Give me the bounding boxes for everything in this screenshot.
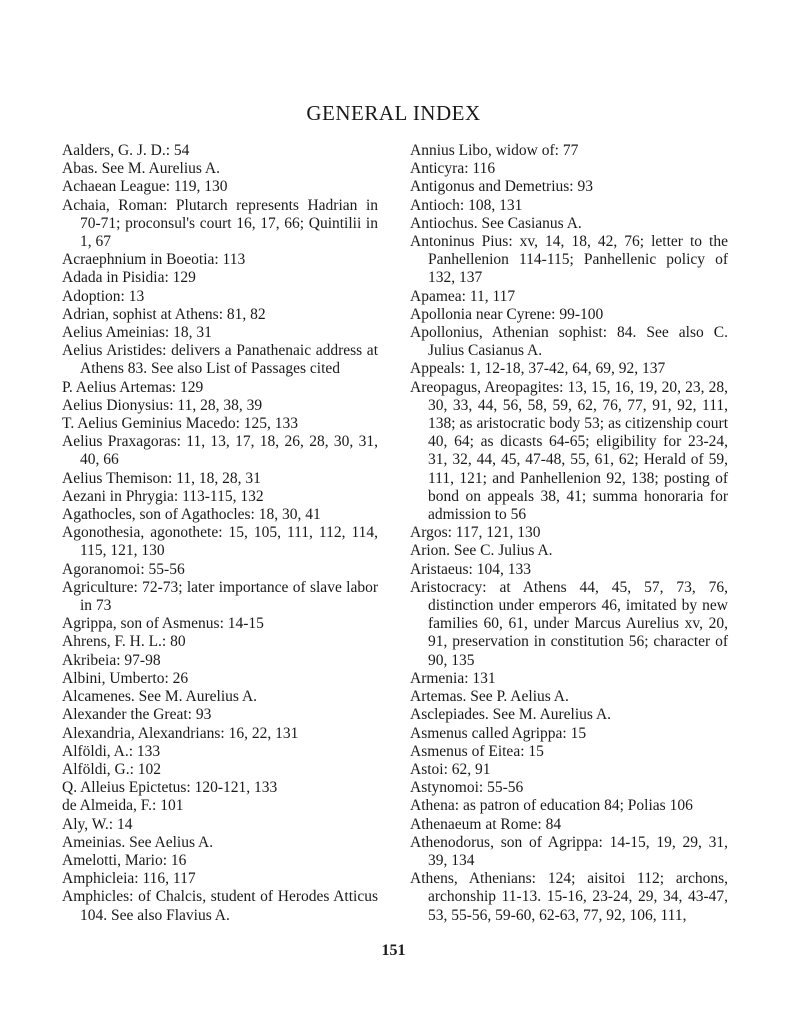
index-entry: Apollonia near Cyrene: 99-100: [410, 305, 604, 323]
index-entry: Asclepiades. See M. Aurelius A.: [410, 706, 612, 724]
index-entry: Aristocracy: at Athens 44, 45, 57, 73, 76, distinction under emperors 46, imitated by new families 60, 61, under Marcus Aurelius xv, 20, 91, preservation in constitution 56; character of 90, 135: [410, 578, 728, 669]
index-entry: Ahrens, F. H. L.: 80: [62, 633, 186, 651]
index-entry: Achaean League: 119, 130: [62, 178, 228, 196]
index-entry: Agoranomoi: 55-56: [62, 560, 185, 578]
index-entry: Athenaeum at Rome: 84: [410, 815, 562, 833]
index-entry: Apollonius, Athenian sophist: 84. See also C. Julius Casianus A.: [410, 324, 728, 360]
index-entry: Akribeia: 97-98: [62, 651, 161, 669]
index-entry: de Almeida, F.: 101: [62, 797, 184, 815]
index-entry: Ameinias. See Aelius A.: [62, 833, 214, 851]
index-entry: Antoninus Pius: xv, 14, 18, 42, 76; letter to the Panhellenion 114-115; Panhellenic policy of 132, 137: [410, 233, 728, 287]
index-entry: Antigonus and Demetrius: 93: [410, 178, 593, 196]
index-entry: Agonothesia, agonothete: 15, 105, 111, 112, 114, 115, 121, 130: [62, 524, 378, 560]
index-column-right: [410, 142, 728, 925]
index-entry: Armenia: 131: [410, 669, 496, 687]
index-entry: Aelius Dionysius: 11, 28, 38, 39: [62, 396, 263, 414]
index-entry: Achaia, Roman: Plutarch represents Hadrian in 70-71; proconsul's court 16, 17, 66; Quintilii in 1, 67: [62, 196, 378, 251]
index-entry: Alcamenes. See M. Aurelius A.: [62, 688, 258, 706]
index-entry: Abas. See M. Aurelius A.: [62, 160, 221, 178]
index-entry: T. Aelius Geminius Macedo: 125, 133: [62, 415, 299, 433]
index-entry: Annius Libo, widow of: 77: [410, 142, 579, 159]
index-entry: Amelotti, Mario: 16: [62, 851, 187, 869]
index-entry: Agrippa, son of Asmenus: 14-15: [62, 615, 264, 633]
index-entry: Appeals: 1, 12-18, 37-42, 64, 69, 92, 137: [410, 360, 666, 378]
index-entry: Athenodorus, son of Agrippa: 14-15, 19, 29, 31, 39, 134: [410, 833, 728, 869]
index-entry: Alföldi, A.: 133: [62, 742, 161, 760]
index-entry: Anticyra: 116: [410, 160, 496, 178]
index-entry: Aelius Ameinias: 18, 31: [62, 324, 212, 342]
index-entry: Acraephnium in Boeotia: 113: [62, 251, 246, 269]
index-entry: Aalders, G. J. D.: 54: [62, 142, 190, 159]
index-entry: Artemas. See P. Aelius A.: [410, 688, 569, 706]
index-entry: Apamea: 11, 117: [410, 287, 516, 305]
index-entry: P. Aelius Artemas: 129: [62, 378, 204, 396]
index-entry: Alexandria, Alexandrians: 16, 22, 131: [62, 724, 299, 742]
index-entry: Athena: as patron of education 84; Polias 106: [410, 797, 693, 815]
index-entry: Asmenus called Agrippa: 15: [410, 724, 587, 742]
index-entry: Areopagus, Areopagites: 13, 15, 16, 19, 20, 23, 28, 30, 33, 44, 56, 58, 59, 62, 76, 77, 91, 92, 111, 138; as aristocratic body 53; as citizenship court 40, 64; as dicasts 64-65; eligibility for 23-24, 31, 32, 44, 45, 47-48, 55, 61, 62; Herald of 59, 111, 121; and Panhellenion 92, 138; posting of bond on appeals 38, 41; summa honoraria for admission to 56: [410, 378, 728, 524]
index-entry: Asmenus of Eitea: 15: [410, 742, 544, 760]
index-entry: Aezani in Phrygia: 113-115, 132: [62, 487, 264, 505]
index-entry: Argos: 117, 121, 130: [410, 524, 541, 542]
index-entry: Alexander the Great: 93: [62, 706, 212, 724]
index-entry: Q. Alleius Epictetus: 120-121, 133: [62, 779, 278, 797]
index-entry: Antiochus. See Casianus A.: [410, 214, 582, 232]
index-entry: Aelius Aristides: delivers a Panathenaic address at Athens 83. See also List of Passages cited: [62, 342, 378, 378]
index-entry: Albini, Umberto: 26: [62, 669, 189, 687]
page-number: 151: [381, 942, 406, 959]
index-entry: Aelius Themison: 11, 18, 28, 31: [62, 469, 261, 487]
index-entry: Alföldi, G.: 102: [62, 760, 162, 778]
index-entry: Astynomoi: 55-56: [410, 779, 524, 797]
index-entry: Amphicles: of Chalcis, student of Herodes Atticus 104. See also Flavius A.: [62, 888, 378, 924]
index-entry: Aristaeus: 104, 133: [410, 560, 531, 578]
index-entry: Adoption: 13: [62, 287, 145, 305]
index-entry: Amphicleia: 116, 117: [62, 870, 196, 888]
index-entry: Aly, W.: 14: [62, 815, 133, 833]
index-entry: Athens, Athenians: 124; aisitoi 112; archons, archonship 11-13. 15-16, 23-24, 29, 34, 43-47, 53, 55-56, 59-60, 62-63, 77, 92, 106, 111,: [410, 870, 728, 924]
index-entry: Agriculture: 72-73; later importance of slave labor in 73: [62, 578, 378, 615]
index-entry: Antioch: 108, 131: [410, 196, 523, 214]
index-column-left: [62, 142, 378, 925]
index-entry: Adrian, sophist at Athens: 81, 82: [62, 305, 266, 323]
index-entry: Agathocles, son of Agathocles: 18, 30, 41: [62, 506, 321, 524]
page-title: GENERAL INDEX: [306, 101, 481, 125]
index-entry: Adada in Pisidia: 129: [62, 269, 196, 287]
index-entry: Aelius Praxagoras: 11, 13, 17, 18, 26, 28, 30, 31, 40, 66: [62, 433, 378, 469]
index-entry: Arion. See C. Julius A.: [410, 542, 553, 560]
index-entry: Astoi: 62, 91: [410, 760, 491, 778]
